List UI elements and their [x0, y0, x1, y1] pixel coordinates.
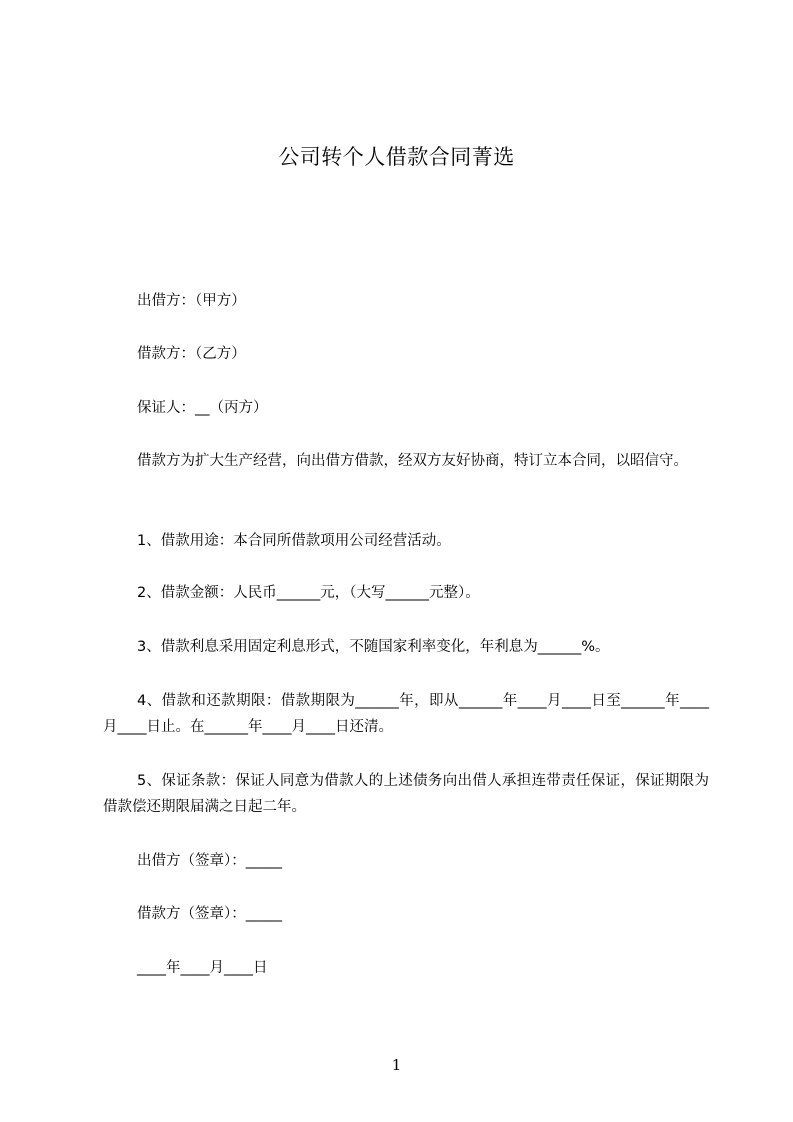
lender-line: 出借方：（甲方） — [137, 293, 246, 309]
guarantor-line: 保证人：__（丙方） — [137, 400, 268, 416]
clause-term: 4、借款和还款期限：借款期限为______年，即从______年____月____日至______年____月____日止。在______年____月____日还清。 — [103, 693, 709, 735]
document-title: 公司转个人借款合同菁选 — [278, 145, 515, 169]
borrower-line: 借款方：（乙方） — [137, 346, 246, 362]
preamble-paragraph: 借款方为扩大生产经营，向出借方借款，经双方友好协商，特订立本合同，以昭信守。 — [137, 453, 688, 469]
lender-signature-line: 出借方（签章）：_____ — [137, 853, 282, 869]
date-line: ____年____月____日 — [137, 960, 268, 976]
page-number: 1 — [391, 1056, 402, 1074]
clause-guarantee: 5、保证条款：保证人同意为借款人的上述债务向出借人承担连带责任保证，保证期限为借款偿还期限届满之日起二年。 — [103, 773, 709, 815]
clause-interest: 3、借款利息采用固定利息形式，不随国家利率变化，年利息为______%。 — [137, 639, 610, 655]
clause-purpose: 1、借款用途：本合同所借款项用公司经营活动。 — [137, 533, 451, 549]
clause-amount: 2、借款金额：人民币______元，（大写______元整）。 — [137, 585, 480, 601]
borrower-signature-line: 借款方（签章）：_____ — [137, 906, 282, 922]
